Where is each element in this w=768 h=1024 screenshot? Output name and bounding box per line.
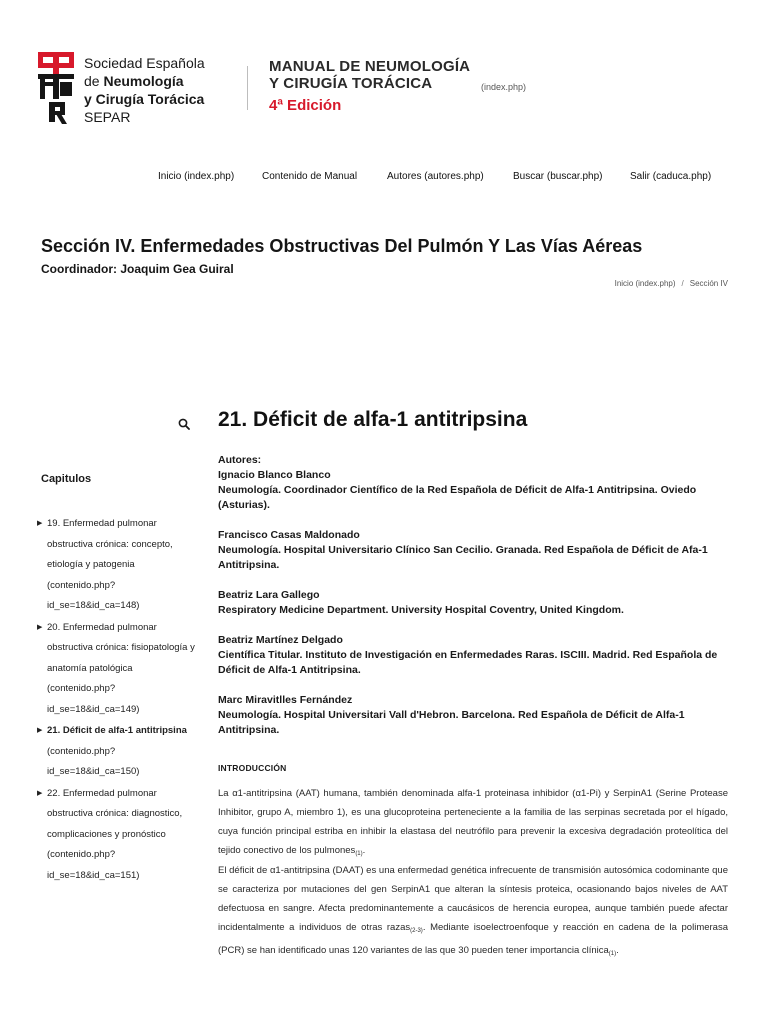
author-name: Beatriz Martínez Delgado <box>218 634 343 646</box>
author-affiliation: Científica Titular. Instituto de Investigación en Enfermedades Raras. ISCIII. Madrid. Red Española de Déficit de Alfa-1 Antitripsina. <box>218 649 718 676</box>
chapter-link[interactable]: 22. Enfermedad pulmonar obstructiva crónica: diagnostico, complicaciones y pronóstico (contenido.php?id_se=18&id_ca=151) <box>47 787 183 881</box>
chapter-link[interactable]: 20. Enfermedad pulmonar obstructiva crónica: fisiopatología y anatomía patológica (contenido.php?id_se=18&id_ca=149) <box>47 621 195 715</box>
author-entry <box>218 633 728 678</box>
author-entry <box>218 588 728 618</box>
separ-logo-icon[interactable] <box>38 52 74 124</box>
reference-marker[interactable]: (1) <box>608 951 617 957</box>
main-nav <box>0 171 768 185</box>
reference-marker[interactable]: (2-3) <box>410 928 423 934</box>
author-entry <box>218 528 728 573</box>
nav-salir[interactable]: Salir (caduca.php) <box>630 171 712 182</box>
search-icon[interactable] <box>178 418 190 430</box>
chapters-heading: Capitulos <box>41 473 92 485</box>
author-entry <box>218 693 728 738</box>
author-affiliation: Neumología. Hospital Universitario Clínico San Cecilio. Granada. Red Española de Déficit de Afa-1 Antitripsina. <box>218 544 708 571</box>
society-line-3: y Cirugía Torácica <box>84 91 205 107</box>
nav-inicio[interactable]: Inicio (index.php) <box>158 171 235 182</box>
manual-title-line-2: Y CIRUGÍA TORÁCICA <box>269 75 433 92</box>
index-link[interactable]: (index.php) <box>481 82 527 92</box>
breadcrumb-current: Sección IV <box>689 279 728 288</box>
manual-title[interactable] <box>269 58 470 92</box>
nav-buscar[interactable]: Buscar (buscar.php) <box>513 171 603 182</box>
chevron-right-icon: ▶ <box>37 789 43 797</box>
intro-paragraph-2: El déficit de α1-antitripsina (DAAT) es una enfermedad genética infrecuente de transmisión autosómica codominante que se caracteriza por mutaciones del gen SerpinA1 que alteran la síntesis proteica, ocasionando bajos niveles de AAT defectuosa en sangre. Afecta predominantemente a caucásicos de herencia europea, aunque también puede afectar incidentalmente a individuos de otras razas$_{(2-3)}$. Mediante isoelectroenfoque y reacción en cadena de la polimerasa (PCR) se han identificado unas 120 variantes de las que 30 pueden tener importancia clínica$_{(1)}$. <box>218 865 728 957</box>
manual-edition: 4ª Edición <box>269 97 342 114</box>
society-name[interactable] <box>84 54 234 126</box>
site-header <box>0 0 768 140</box>
nav-contenido[interactable]: Contenido de Manual <box>262 171 358 182</box>
chapter-link-url[interactable]: (contenido.php?id_se=18&id_ca=150) <box>47 745 140 777</box>
chapter-title: 21. Déficit de alfa-1 antitripsina <box>218 408 528 431</box>
authors-label: Autores: <box>218 454 262 466</box>
society-line-1: Sociedad Española <box>84 55 205 71</box>
society-line-4: SEPAR <box>84 109 131 125</box>
nav-autores[interactable]: Autores (autores.php) <box>387 171 484 182</box>
author-name: Ignacio Blanco Blanco <box>218 469 331 481</box>
chevron-right-icon: ▶ <box>37 727 43 734</box>
chevron-right-icon: ▶ <box>37 623 43 631</box>
author-name: Francisco Casas Maldonado <box>218 529 360 541</box>
author-affiliation: Respiratory Medicine Department. University Hospital Coventry, United Kingdom. <box>218 604 624 616</box>
chevron-right-icon: ▶ <box>37 520 43 527</box>
breadcrumb <box>615 279 728 288</box>
chapter-link-active[interactable]: 21. Déficit de alfa-1 antitripsina <box>47 725 187 736</box>
chapter-item-19[interactable] <box>36 514 196 617</box>
author-entry <box>218 468 728 513</box>
manual-title-line-1: MANUAL DE NEUMOLOGÍA <box>269 58 471 75</box>
chapter-list <box>36 514 196 886</box>
authors-block <box>218 453 728 753</box>
author-name: Marc Miravitlles Fernández <box>218 694 353 706</box>
chapter-item-21-active[interactable] <box>36 721 196 783</box>
intro-heading: INTRODUCCIÓN <box>218 763 287 773</box>
chapter-item-22[interactable] <box>36 784 196 887</box>
society-line-2: de Neumología <box>84 73 184 89</box>
author-name: Beatriz Lara Gallego <box>218 589 320 601</box>
chapter-link[interactable]: 19. Enfermedad pulmonar obstructiva crónica: concepto, etiología y patogenia (contenido.php?id_se=18&id_ca=148) <box>47 518 173 611</box>
author-affiliation: Neumología. Coordinador Científico de la Red Española de Déficit de Alfa-1 Antitripsina. Oviedo (Asturias). <box>218 484 697 511</box>
section-title: Sección IV. Enfermedades Obstructivas Del Pulmón Y Las Vías Aéreas <box>41 236 643 256</box>
reference-marker[interactable]: (1) <box>355 851 363 857</box>
author-affiliation: Neumología. Hospital Universitari Vall d'Hebron. Barcelona. Red Española de Déficit de Alfa-1 Antitripsina. <box>218 709 685 736</box>
breadcrumb-home[interactable]: Inicio (index.php) <box>614 279 676 288</box>
chapter-item-20[interactable] <box>36 618 196 721</box>
header-divider <box>247 66 248 110</box>
intro-paragraph-1: La α1-antitripsina (AAT) humana, también denominada alfa-1 proteinasa inhibidor (α1-Pi) y SerpinA1 (Serine Protease Inhibitor, grupo A, miembro 1), es una glucoproteina perteneciente a la familia de las serpinas secretada por el hígado, cuya función principal estriba en inhibir la elastasa del neutrófilo para prevenir la excesiva degradación proteolítica del tejido conectivo de los pulmones$_{(1)}$. <box>218 788 728 857</box>
breadcrumb-separator: / <box>681 279 684 288</box>
section-coordinator: Coordinador: Joaquim Gea Guiral <box>41 262 234 276</box>
